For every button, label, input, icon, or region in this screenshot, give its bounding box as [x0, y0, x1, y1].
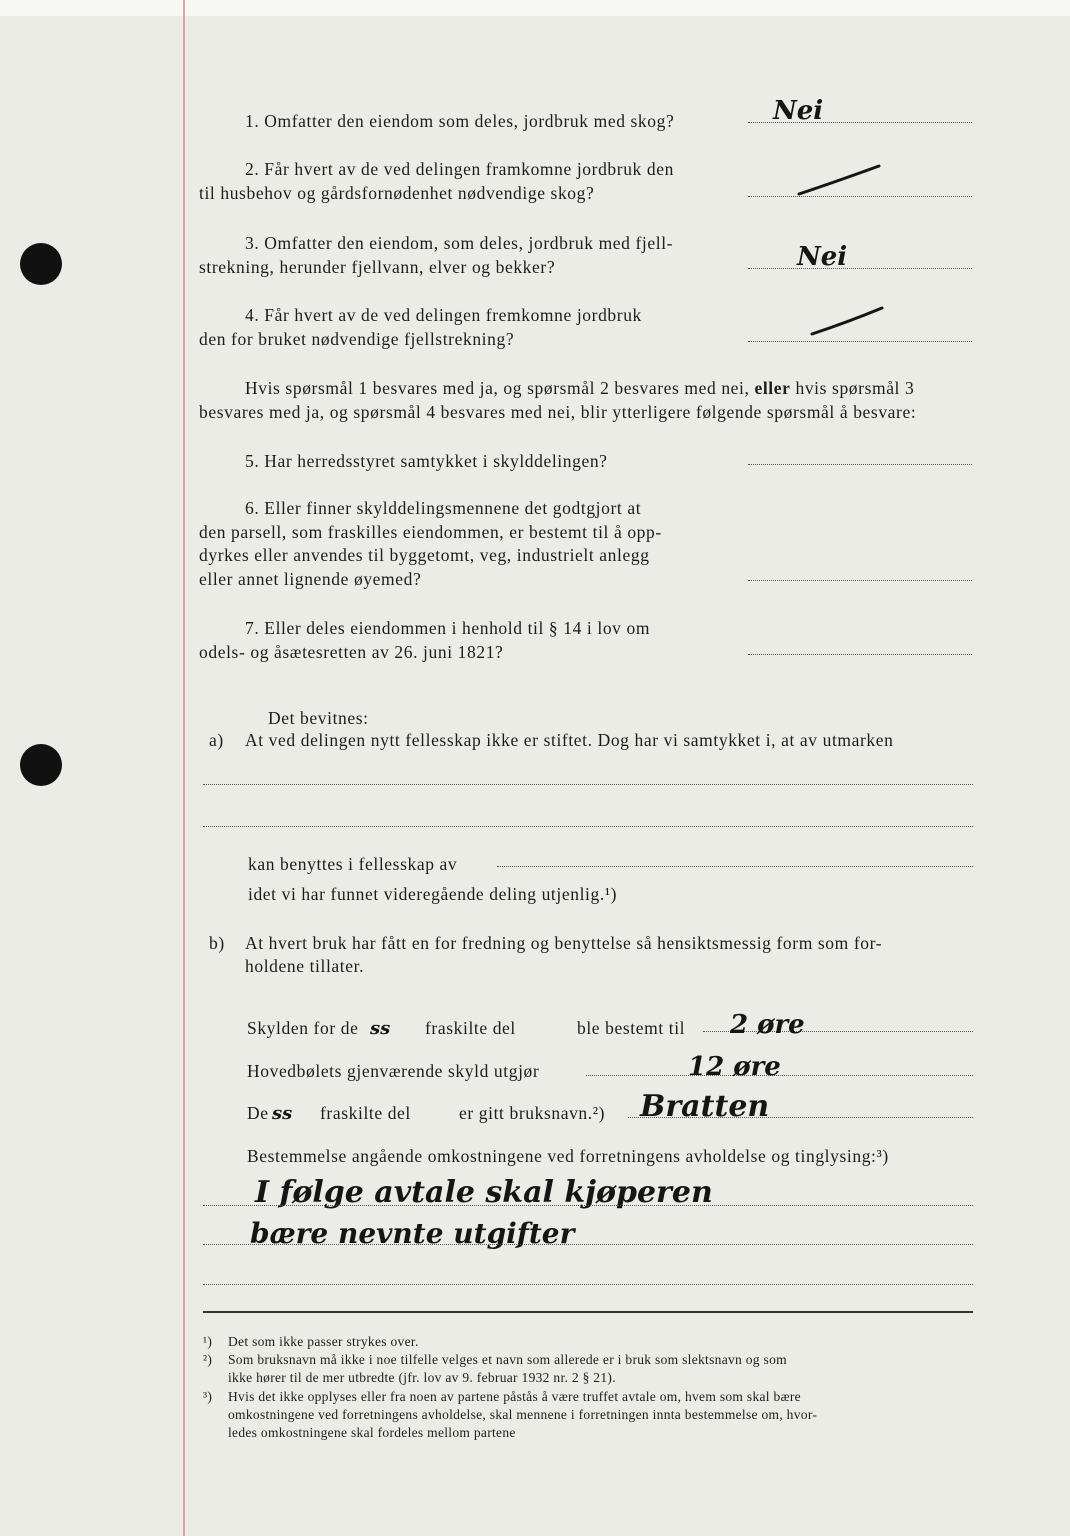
question-3-line-1: 3. Omfatter den eiendom, som deles, jordbruk med fjell- [245, 233, 674, 253]
blank-line [203, 1284, 973, 1285]
footnote-3-line-2: omkostningene ved forretningens avholdelse, skal mennene i forretningen innta bestemmelse om, hvor- [228, 1407, 818, 1422]
question-6-line-3: dyrkes eller anvendes til byggetomt, veg, industrielt anlegg [199, 545, 650, 565]
name-label-2: fraskilte del [320, 1103, 411, 1123]
costs-handwritten-line-2: bære nevnte utgifter [250, 1217, 575, 1250]
skyld-label-3: ble bestemt til [577, 1018, 686, 1038]
question-2-line-1: 2. Får hvert av de ved delingen framkomne jordbruk den [245, 159, 674, 179]
name-handwritten-suffix: ss [272, 1103, 293, 1124]
punch-hole [20, 243, 62, 285]
handwritten-answer-3: Nei [797, 242, 848, 272]
attest-a-label: a) [209, 730, 224, 750]
condition-text: hvis spørsmål 3 [795, 378, 915, 398]
attest-b-line-1: At hvert bruk har fått en for fredning og benyttelse så hensiktsmessig form som for- [245, 933, 883, 953]
scan-top-edge [0, 0, 1070, 16]
footnote-1-mark: ¹) [203, 1334, 213, 1349]
question-3-line-2: strekning, herunder fjellvann, elver og bekker? [199, 257, 556, 277]
blank-line [497, 866, 973, 867]
question-6-line-4: eller annet lignende øyemed? [199, 569, 422, 589]
attest-b-line-2: holdene tillater. [245, 956, 365, 976]
question-6-line-2: den parsell, som fraskilles eiendommen, er bestemt til å opp- [199, 522, 662, 542]
handwritten-dash-2 [795, 160, 885, 200]
attest-a-text: At ved delingen nytt fellesskap ikke er stiftet. Dog har vi samtykket i, at av utmarken [245, 730, 894, 750]
blank-line [203, 1244, 973, 1245]
footnote-1-text: Det som ikke passer strykes over. [228, 1334, 419, 1349]
handwritten-answer-1: Nei [773, 96, 824, 126]
question-4-line-2: den for bruket nødvendige fjellstrekning? [199, 329, 515, 349]
bruksnavn-value: Bratten [640, 1089, 770, 1124]
punch-hole [20, 744, 62, 786]
footnote-2-line-2: ikke hører til de mer utbredte (jfr. lov av 9. februar 1932 nr. 2 § 21). [228, 1370, 616, 1385]
question-7-line-2: odels- og åsætesretten av 26. juni 1821? [199, 642, 504, 662]
margin-line [183, 0, 185, 1536]
condition-line-2: besvares med ja, og spørsmål 4 besvares med nei, blir ytterligere følgende spørsmål å besvare: [199, 402, 917, 422]
footnote-2-line-1: Som bruksnavn må ikke i noe tilfelle velges et navn som allerede er i bruk som slektsnavn og som [228, 1352, 787, 1367]
question-1: 1. Omfatter den eiendom som deles, jordbruk med skog? [245, 111, 675, 131]
footnote-3-line-3: ledes omkostningene skal fordeles mellom partene [228, 1425, 516, 1440]
skyld-value: 2 øre [730, 1010, 805, 1040]
skyld-handwritten-suffix: ss [370, 1018, 391, 1039]
skyld-label-1: Skylden for de [247, 1018, 359, 1038]
name-label-1: De [247, 1103, 269, 1123]
remaining-label: Hovedbølets gjenværende skyld utgjør [247, 1061, 540, 1081]
condition-emphasis: eller [754, 378, 791, 398]
answer-line [748, 654, 972, 655]
condition-line-1 [245, 380, 914, 398]
question-7-line-1: 7. Eller deles eiendommen i henhold til § 14 i lov om [245, 618, 651, 638]
question-5: 5. Har herredsstyret samtykket i skylddelingen? [245, 451, 608, 471]
name-label-3: er gitt bruksnavn.²) [459, 1103, 606, 1123]
further-division-text: idet vi har funnet videregående deling utjenlig.¹) [248, 884, 618, 904]
question-6-line-1: 6. Eller finner skylddelingsmennene det godtgjort at [245, 498, 642, 518]
answer-line [748, 464, 972, 465]
skyld-label-2: fraskilte del [425, 1018, 516, 1038]
question-4-line-1: 4. Får hvert av de ved delingen fremkomne jordbruk [245, 305, 642, 325]
costs-label: Bestemmelse angående omkostningene ved forretningens avholdelse og tinglysing:³) [247, 1146, 889, 1166]
answer-line [748, 580, 972, 581]
condition-text: Hvis spørsmål 1 besvares med ja, og spørsmål 2 besvares med nei, [245, 378, 750, 398]
blank-line [203, 784, 973, 785]
blank-line [203, 1205, 973, 1206]
blank-line [203, 826, 973, 827]
attest-b-label: b) [209, 933, 225, 953]
handwritten-dash-4 [808, 302, 888, 342]
shared-use-label: kan benyttes i fellesskap av [248, 854, 458, 874]
question-2-line-2: til husbehov og gårdsfornødenhet nødvendige skog? [199, 183, 595, 203]
costs-handwritten-line-1: I følge avtale skal kjøperen [255, 1175, 713, 1210]
footnote-3-mark: ³) [203, 1389, 213, 1404]
answer-line [748, 268, 972, 269]
remaining-value: 12 øre [688, 1052, 781, 1082]
attest-heading: Det bevitnes: [268, 708, 369, 728]
footnote-3-line-1: Hvis det ikke opplyses eller fra noen av partene påstås å være truffet avtale om, hvem som skal bære [228, 1389, 801, 1404]
footnote-2-mark: ²) [203, 1352, 213, 1367]
footnote-rule [203, 1311, 973, 1313]
